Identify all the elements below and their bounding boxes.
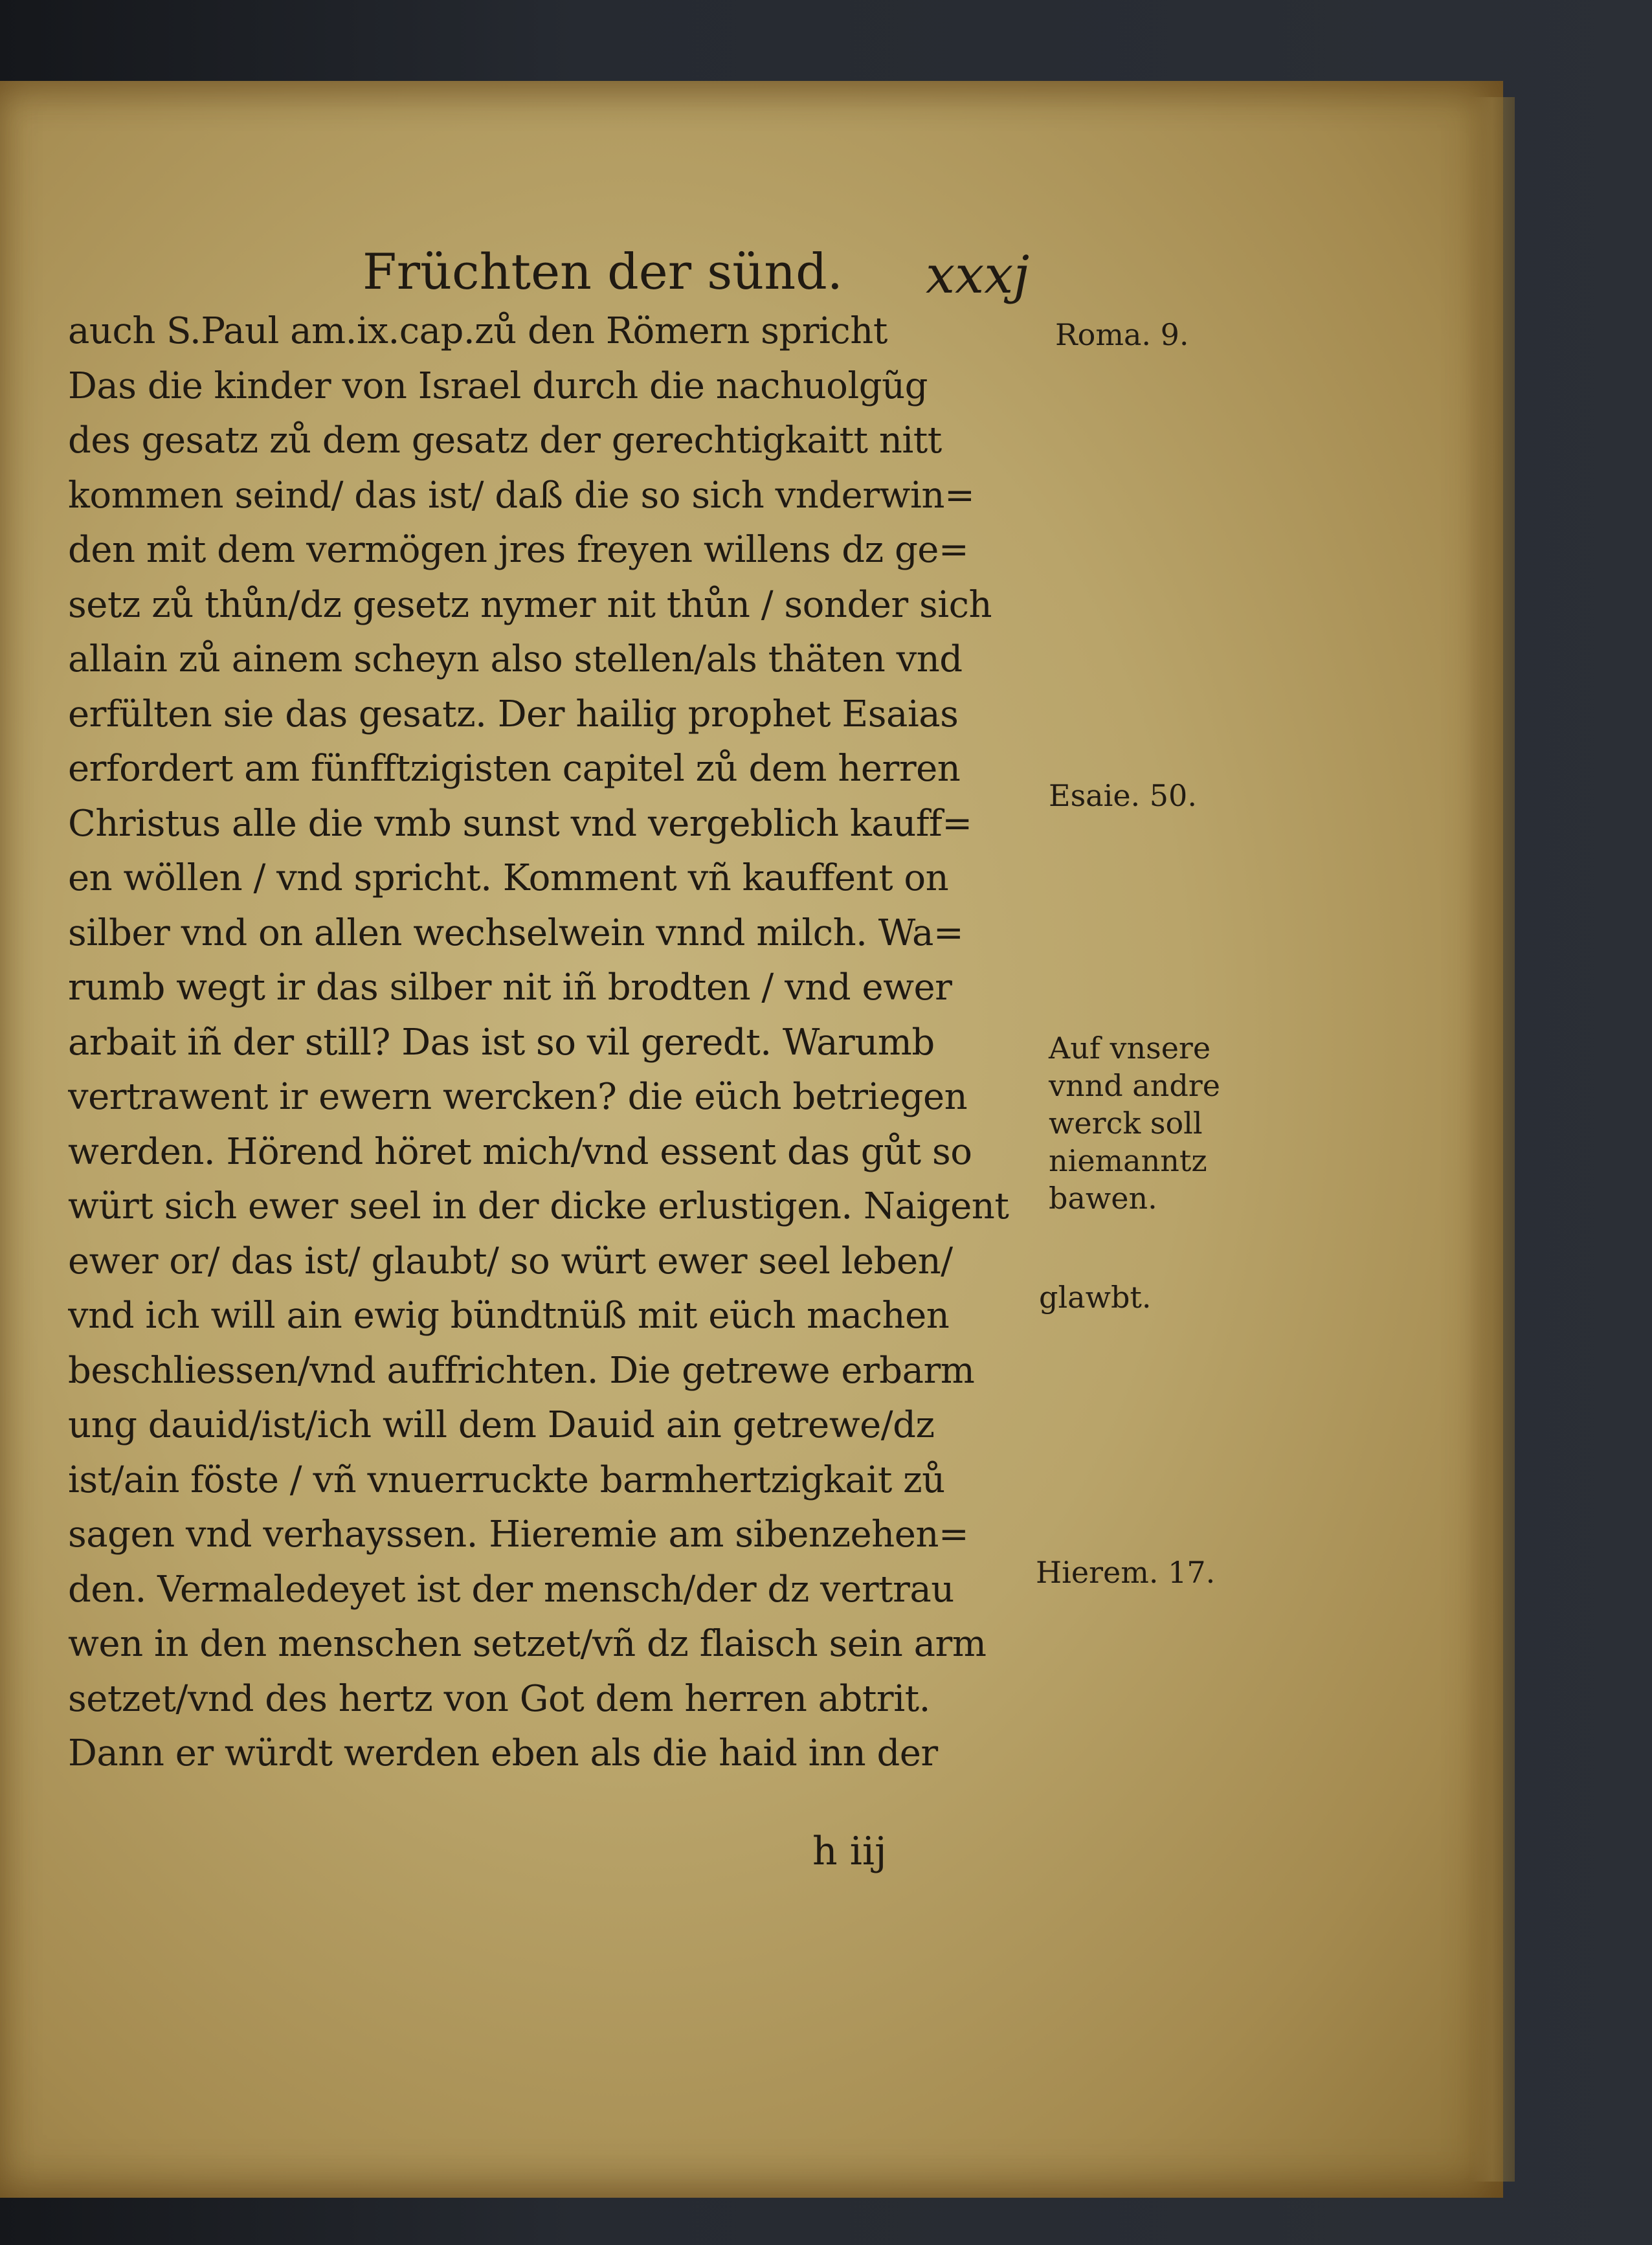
text-line: setz zů thůn/dz gesetz nymer nit thůn / sonder sich <box>68 583 992 626</box>
text-line: werden. Hörend höret mich/vnd essent das gůt so <box>68 1130 972 1173</box>
marginal-note-line: niemanntz <box>1049 1143 1207 1178</box>
folio-number: xxxj <box>926 245 1030 305</box>
marginal-note-glaubt: glawbt. <box>1039 1280 1152 1315</box>
marginal-note-line: vnnd andre <box>1049 1068 1221 1103</box>
text-line: beschliessen/vnd auffrichten. Die getrewe erbarm <box>68 1349 975 1392</box>
text-line: rumb wegt ir das silber nit iñ brodten / vnd ewer <box>68 966 952 1009</box>
marginal-note-auf-vnsere <box>1049 1029 1220 1217</box>
text-line: den mit dem vermögen jres freyen willens dz ge= <box>68 529 969 571</box>
body-text <box>68 304 1052 1781</box>
text-line: ist/ain föste / vñ vnuerruckte barmhertzigkait zů <box>68 1458 945 1501</box>
text-line: wen in den menschen setzet/vñ dz flaisch sein arm <box>68 1623 987 1665</box>
marginal-note-roma: Roma. 9. <box>1055 317 1189 352</box>
text-line: erfülten sie das gesatz. Der hailig prophet Esaias <box>68 693 959 735</box>
text-line: würt sich ewer seel in der dicke erlustigen. Naigent <box>68 1185 1009 1227</box>
marginal-note-hierem: Hierem. 17. <box>1036 1555 1216 1590</box>
text-line: allain zů ainem scheyn also stellen/als thäten vnd <box>68 638 963 680</box>
text-line: setzet/vnd des hertz von Got dem herren abtrit. <box>68 1677 930 1720</box>
text-line: erfordert am fünfftzigisten capitel zů dem herren <box>68 748 961 790</box>
text-line: arbait iñ der still? Das ist so vil geredt. Warumb <box>68 1021 935 1064</box>
text-line: ewer or/ das ist/ glaubt/ so würt ewer seel leben/ <box>68 1240 953 1282</box>
marginal-note-esaie: Esaie. 50. <box>1049 778 1197 813</box>
text-line: vertrawent ir ewern wercken? die eüch betriegen <box>68 1076 968 1118</box>
text-line: des gesatz zů dem gesatz der gerechtigkaitt nitt <box>68 419 942 462</box>
signature-mark: h iij <box>812 1829 887 1874</box>
text-line: Dann er würdt werden eben als die haid inn der <box>68 1732 938 1774</box>
text-line: ung dauid/ist/ich will dem Dauid ain getrewe/dz <box>68 1404 935 1446</box>
page-edge-shadow <box>1469 97 1515 2182</box>
text-line: silber vnd on allen wechselwein vnnd milch. Wa= <box>68 911 964 954</box>
marginal-note-line: werck soll <box>1049 1106 1203 1141</box>
text-line: Das die kinder von Israel durch die nachuolgũg <box>68 364 928 407</box>
text-line: auch S.Paul am.ix.cap.zů den Römern spricht <box>68 310 887 352</box>
marginal-note-line: Auf vnsere <box>1049 1031 1211 1066</box>
running-head: Früchten der sünd. <box>363 243 843 300</box>
text-line: vnd ich will ain ewig bündtnüß mit eüch machen <box>68 1295 950 1337</box>
text-line: Christus alle die vmb sunst vnd vergeblich kauff= <box>68 802 972 845</box>
text-line: den. Vermaledeyet ist der mensch/der dz vertrau <box>68 1568 954 1611</box>
text-line: sagen vnd verhayssen. Hieremie am sibenzehen= <box>68 1513 969 1556</box>
text-line: kommen seind/ das ist/ daß die so sich vnderwin= <box>68 474 975 517</box>
marginal-note-line: bawen. <box>1049 1181 1157 1216</box>
text-line: en wöllen / vnd spricht. Komment vñ kauffent on <box>68 857 949 899</box>
